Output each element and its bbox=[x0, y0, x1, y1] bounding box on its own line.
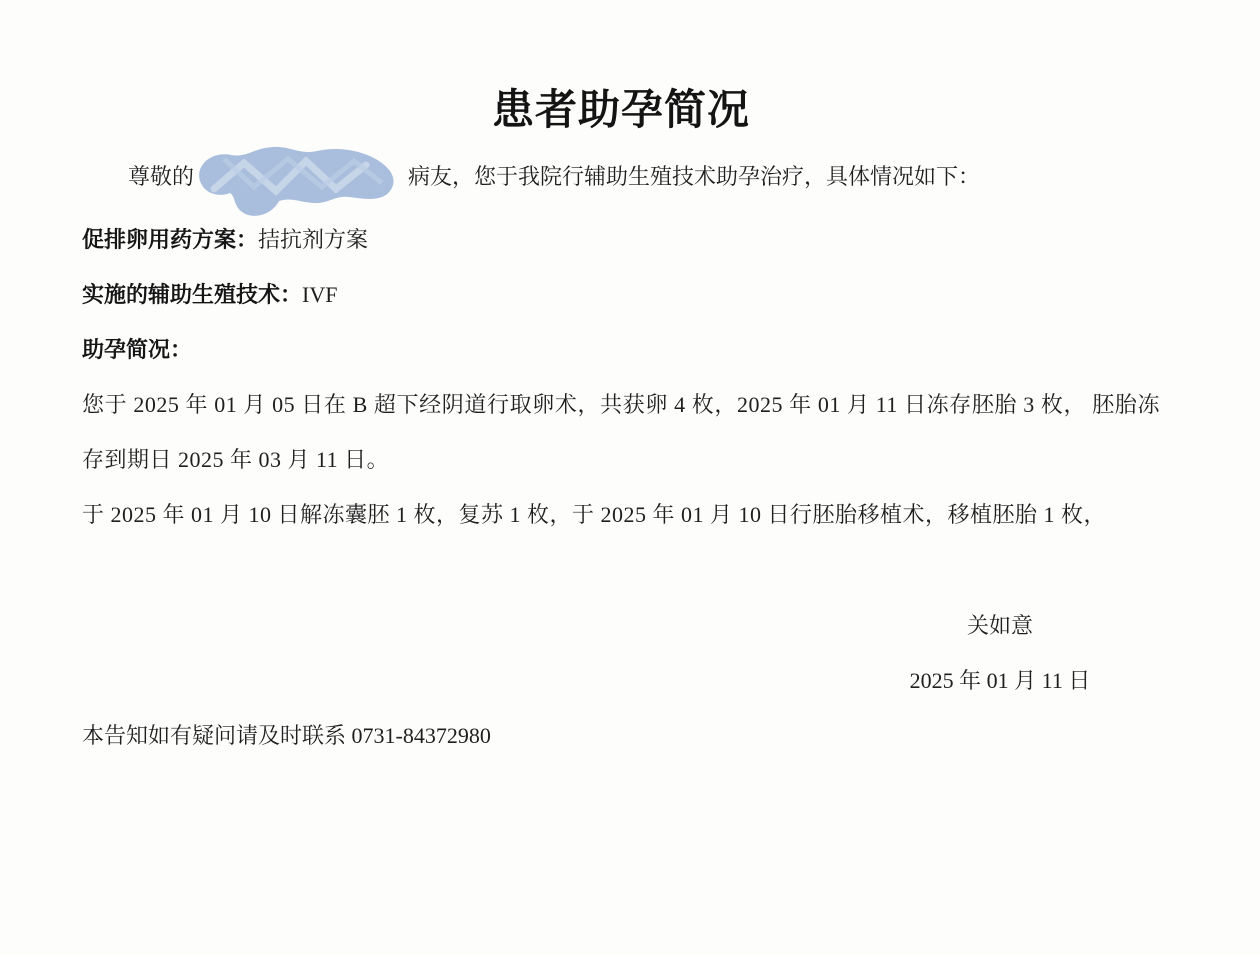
field-value-stimulation-protocol: 拮抗剂方案 bbox=[258, 227, 369, 253]
field-stimulation-protocol bbox=[82, 212, 1160, 267]
patient-name-redaction-scribble bbox=[186, 139, 404, 219]
field-label-summary-heading: 助孕简况： bbox=[82, 337, 193, 363]
paragraph-thaw-transfer: 于 2025 年 01 月 10 日解冻囊胚 1 枚，复苏 1 枚，于 2025 年 01 月 10 日行胚胎移植术，移植胚胎 1 枚， bbox=[82, 502, 1107, 528]
greeting-prefix: 尊敬的 bbox=[128, 164, 195, 190]
signature-block bbox=[840, 598, 1160, 708]
field-value-art-technique: IVF bbox=[302, 282, 338, 308]
field-label-art-technique: 实施的辅助生殖技术： bbox=[82, 282, 303, 308]
signature-date: 2025 年 01 月 11 日 bbox=[909, 668, 1091, 694]
greeting-line bbox=[82, 149, 1160, 204]
footer-contact-line: 本告知如有疑问请及时联系 0731-84372980 bbox=[82, 723, 491, 749]
paragraph-egg-retrieval-freezing: 您于 2025 年 01 月 05 日在 B 超下经阴道行取卵术，共获卵 4 枚，2025 年 01 月 11 日冻存胚胎 3 枚， 胚胎冻存到期日 2025 年 03 月 11 日。 bbox=[82, 392, 1160, 473]
signature-name: 关如意 bbox=[966, 613, 1033, 639]
greeting-suffix: 病友，您于我院行辅助生殖技术助孕治疗，具体情况如下： bbox=[408, 164, 981, 190]
field-label-stimulation-protocol: 促排卵用药方案： bbox=[82, 227, 259, 253]
document-title: 患者助孕简况 bbox=[491, 88, 750, 134]
field-summary-heading bbox=[82, 322, 1160, 377]
field-art-technique bbox=[82, 267, 1160, 322]
